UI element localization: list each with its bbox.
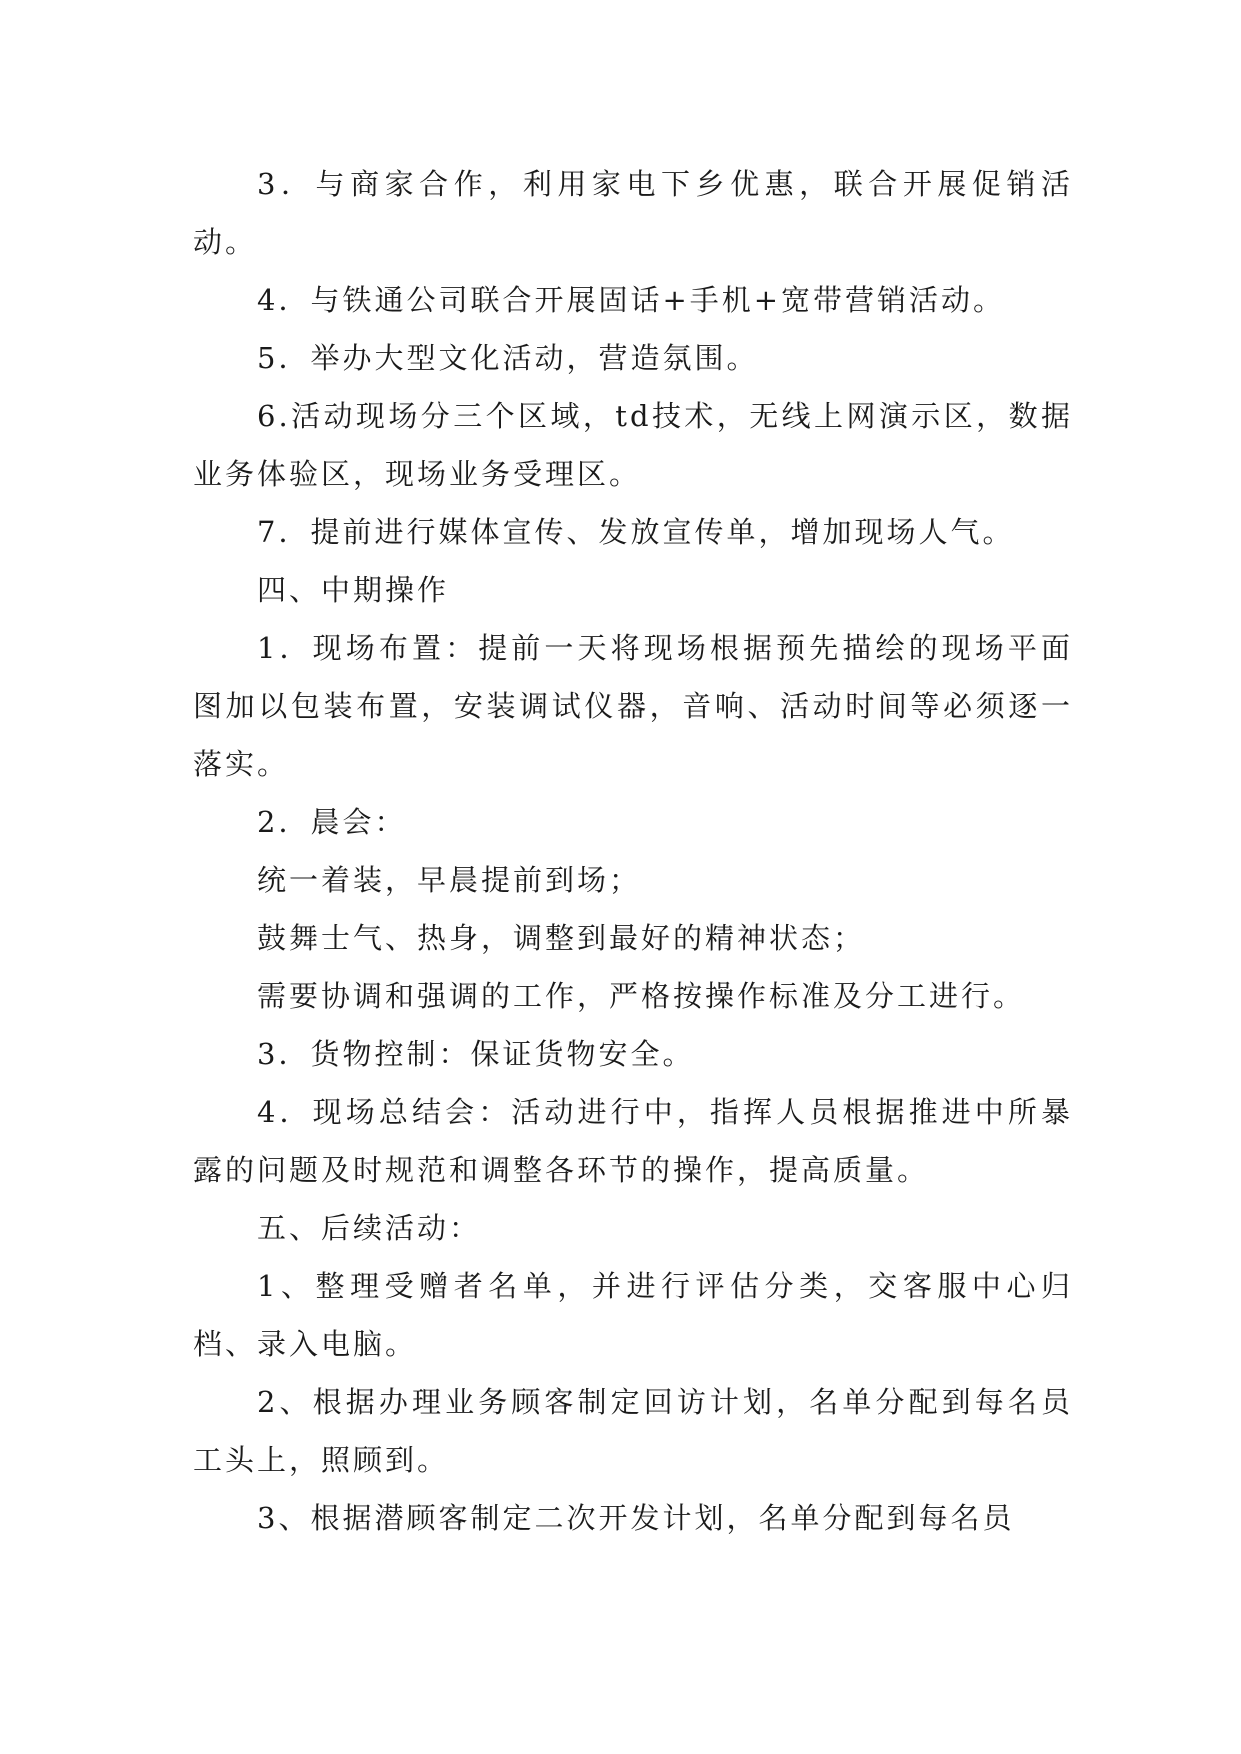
section-heading-follow-up: 五、后续活动： [257, 1211, 482, 1245]
paragraph-morale: 鼓舞士气、热身，调整到最好的精神状态； [257, 921, 866, 955]
paragraph-item-7-media: 7．提前进行媒体宣传、发放宣传单，增加现场人气。 [257, 515, 1015, 549]
paragraph-uniform: 统一着装，早晨提前到场； [257, 863, 642, 897]
paragraph-item-6-zones: 6.活动现场分三个区域，td技术，无线上网演示区，数据业务体验区，现场业务受理区。 [193, 399, 1073, 491]
paragraph-site-layout: 1．现场布置：提前一天将现场根据预先描绘的现场平面图加以包装布置，安装调试仪器，音响、活动时间等必须逐一落实。 [193, 631, 1073, 781]
paragraph-goods-control: 3．货物控制：保证货物安全。 [257, 1037, 695, 1071]
document-body [193, 155, 1073, 1547]
paragraph-coordination: 需要协调和强调的工作，严格按操作标准及分工进行。 [257, 979, 1026, 1013]
paragraph-morning-meeting: 2．晨会： [257, 805, 407, 839]
paragraph-item-5-culture: 5．举办大型文化活动，营造氛围。 [257, 341, 759, 375]
paragraph-site-summary: 4．现场总结会：活动进行中，指挥人员根据推进中所暴露的问题及时规范和调整各环节的操作，提高质量。 [193, 1095, 1073, 1187]
paragraph-secondary-plan: 3、根据潜顾客制定二次开发计划，名单分配到每名员 [257, 1501, 1015, 1535]
paragraph-item-3-merchant: 3．与商家合作，利用家电下乡优惠，联合开展促销活动。 [193, 167, 1073, 259]
paragraph-recipient-list: 1、整理受赠者名单，并进行评估分类，交客服中心归档、录入电脑。 [193, 1269, 1073, 1361]
section-heading-mid-term: 四、中期操作 [257, 573, 450, 607]
paragraph-revisit-plan: 2、根据办理业务顾客制定回访计划，名单分配到每名员工头上，照顾到。 [193, 1385, 1073, 1477]
paragraph-item-4-tietong: 4．与铁通公司联合开展固话+手机+宽带营销活动。 [257, 283, 1006, 317]
